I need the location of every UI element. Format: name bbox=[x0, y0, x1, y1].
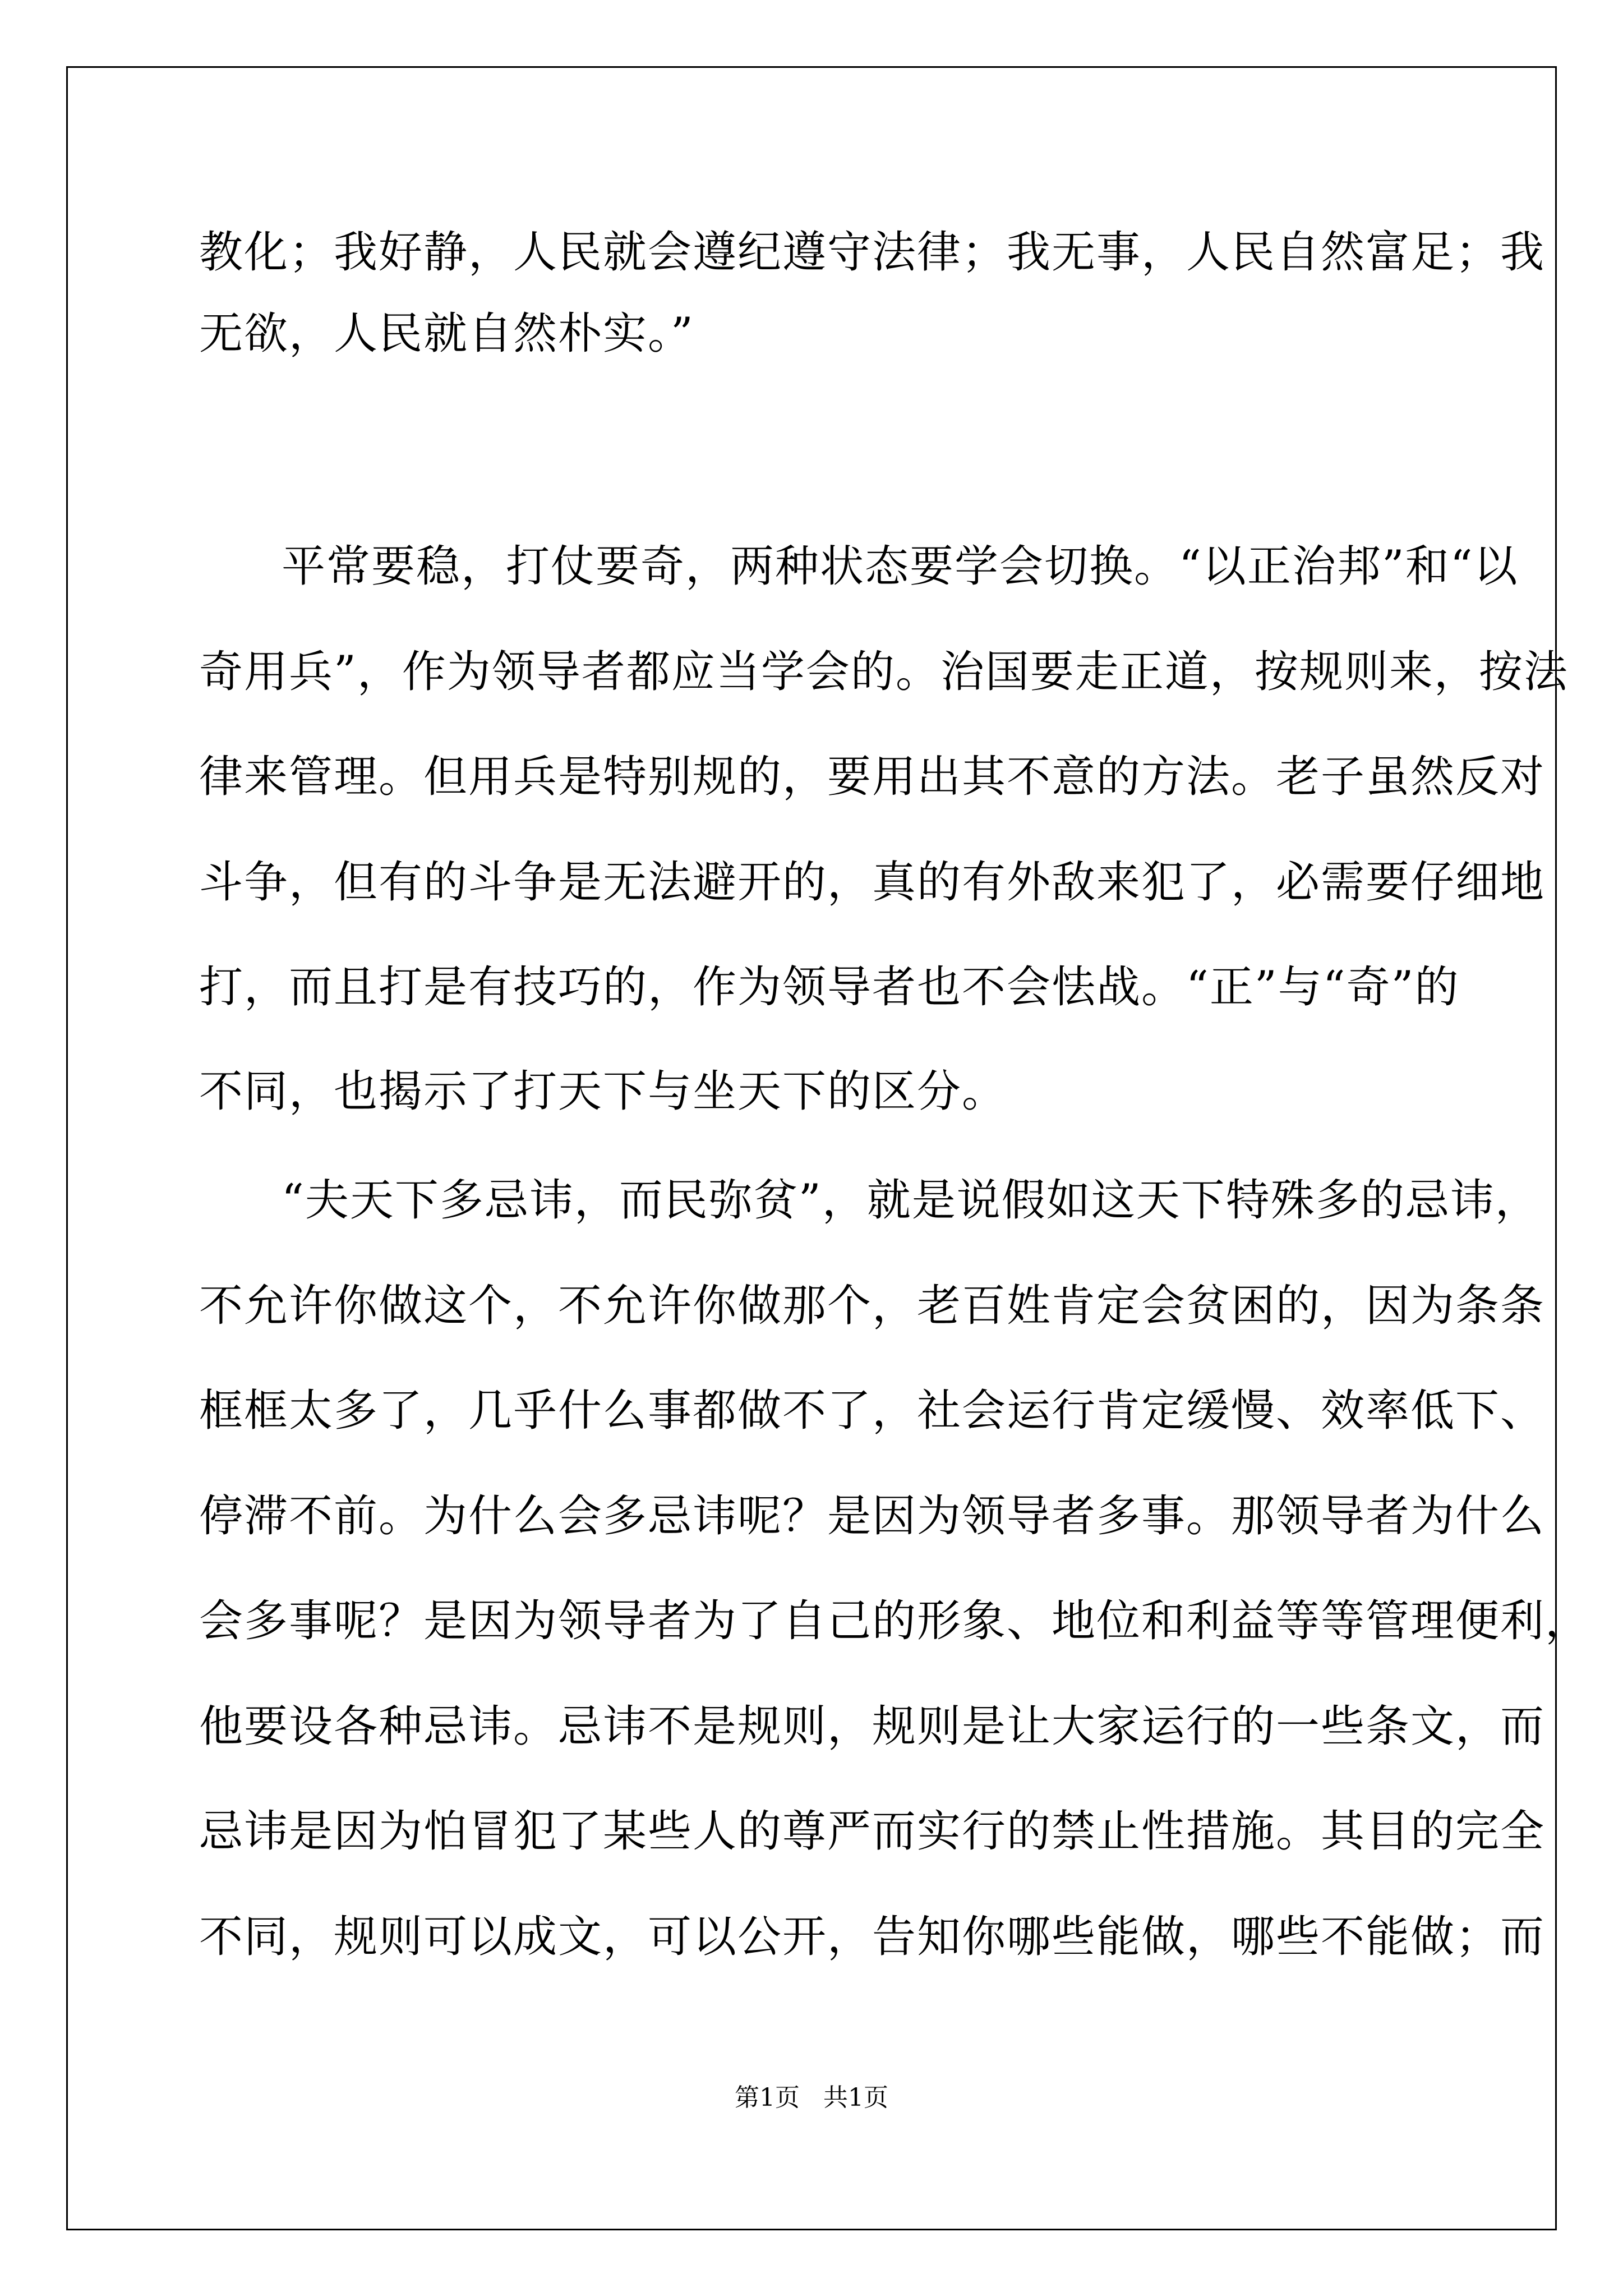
paragraph-2-line-1: 平常要稳，打仗要奇，两种状态要学会切换。“以正治邦”和“以 bbox=[282, 541, 1519, 592]
paragraph-2-line-5: 打，而且打是有技巧的，作为领导者也不会怯战。“正”与“奇”的 bbox=[199, 962, 1460, 1013]
paragraph-3-line-7: 忌讳是因为怕冒犯了某些人的尊严而实行的禁止性措施。其目的完全 bbox=[199, 1806, 1546, 1857]
text-line-2: 无欲，人民就自然朴实。” bbox=[199, 309, 694, 359]
paragraph-2-line-3: 律来管理。但用兵是特别规的，要用出其不意的方法。老子虽然反对 bbox=[199, 752, 1546, 802]
paragraph-2-line-6: 不同，也揭示了打天下与坐天下的区分。 bbox=[199, 1066, 1007, 1117]
page-border bbox=[66, 66, 1557, 2230]
paragraph-2-line-2: 奇用兵”，作为领导者都应当学会的。治国要走正道，按规则来，按法 bbox=[199, 647, 1569, 697]
paragraph-3-line-2: 不允许你做这个，不允许你做那个，老百姓肯定会贫困的，因为条条 bbox=[199, 1281, 1546, 1331]
paragraph-3-line-6: 他要设各种忌讳。忌讳不是规则，规则是让大家运行的一些条文，而 bbox=[199, 1701, 1546, 1752]
page-number-footer: 第1页 共1页 bbox=[735, 2083, 888, 2112]
paragraph-3-line-8: 不同，规则可以成文，可以公开，告知你哪些能做，哪些不能做；而 bbox=[199, 1912, 1546, 1962]
paragraph-3-line-4: 停滞不前。为什么会多忌讳呢？是因为领导者多事。那领导者为什么 bbox=[199, 1491, 1546, 1542]
paragraph-2-line-4: 斗争，但有的斗争是无法避开的，真的有外敌来犯了，必需要仔细地 bbox=[199, 857, 1546, 908]
paragraph-3-line-5: 会多事呢？是因为领导者为了自己的形象、地位和利益等等管理便利， bbox=[199, 1596, 1590, 1646]
paragraph-3-line-3: 框框太多了，几乎什么事都做不了，社会运行肯定缓慢、效率低下、 bbox=[199, 1386, 1546, 1436]
text-line-1: 教化；我好静，人民就会遵纪遵守法律；我无事，人民自然富足；我 bbox=[199, 227, 1546, 278]
paragraph-3-line-1: “夫天下多忌讳，而民弥贫”，就是说假如这天下特殊多的忌讳， bbox=[282, 1175, 1540, 1226]
